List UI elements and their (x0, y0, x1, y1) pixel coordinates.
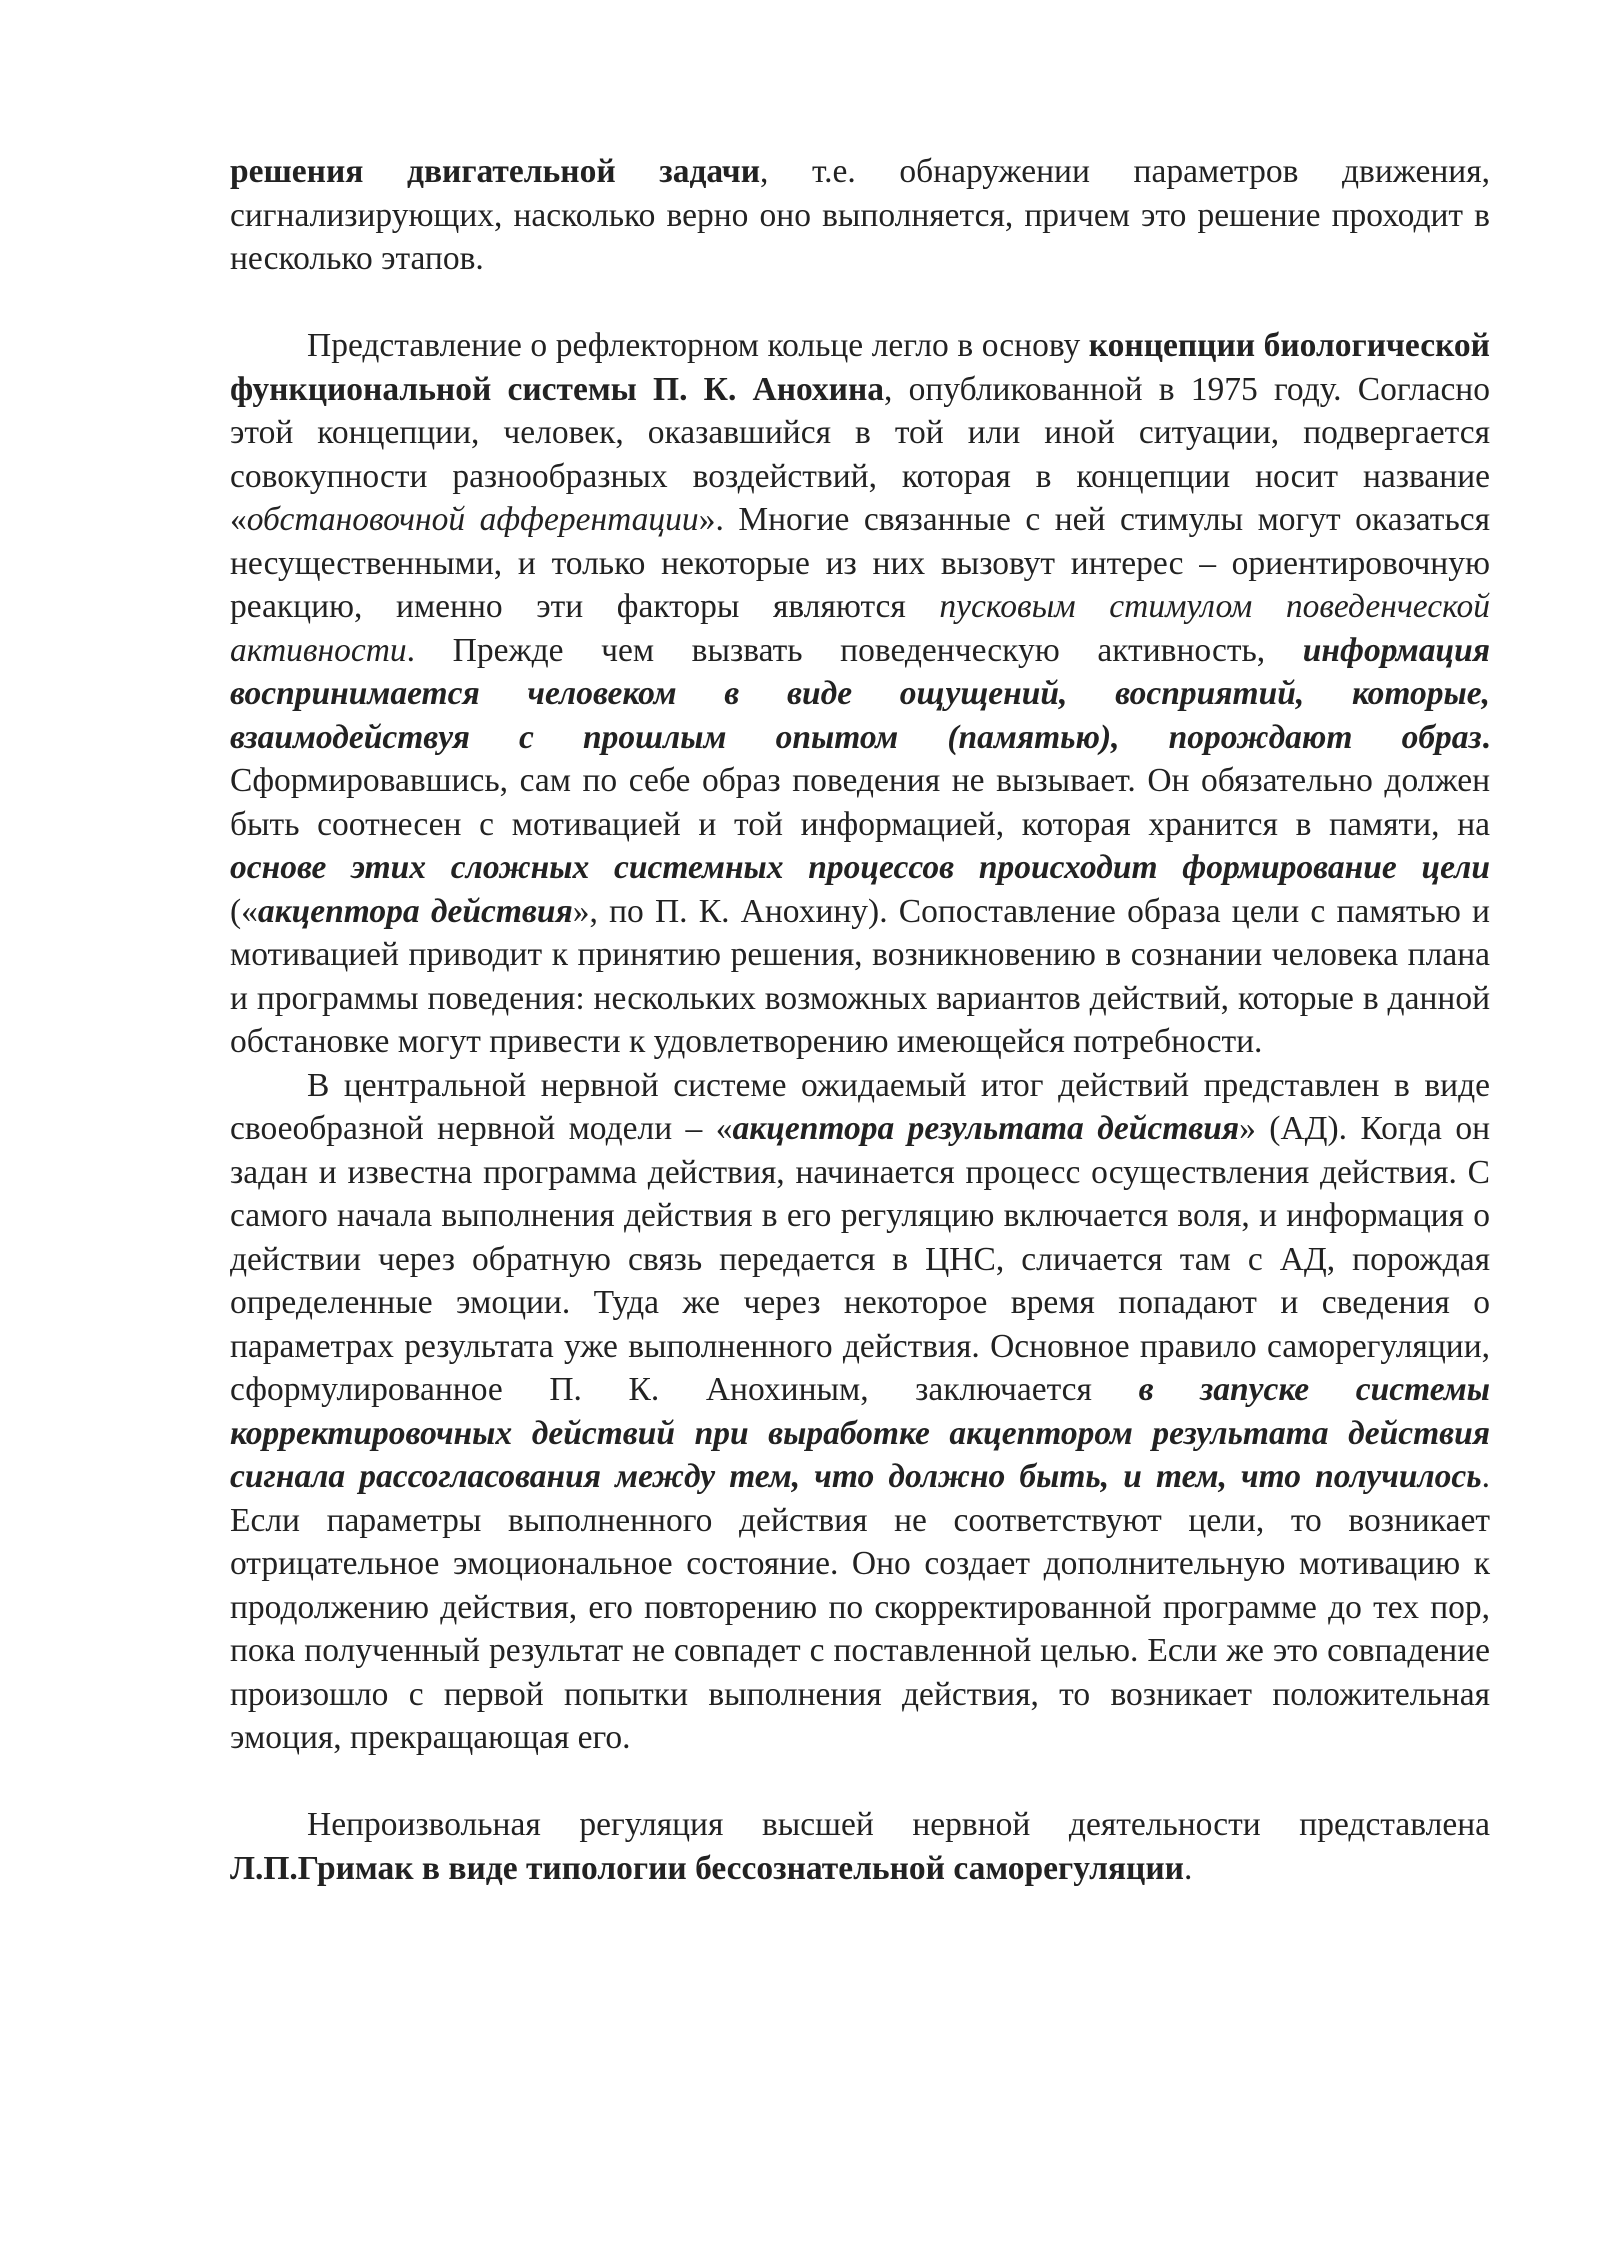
text-run: . Если параметры выполненного действия не соответствуют цели, то возникает отрицательное эмоциональное состояние. Оно создает дополнительную мотивацию к продолжению действия, его повторению по скорректированной программе до тех пор, пока полученный результат не совпадет с поставленной целью. Если же это совпадение произошло с первой попытки выполнения действия, то возникает положительная эмоция, прекращающая его. (230, 1458, 1490, 1756)
bold-term: Л.П.Гримак в виде типологии бессознательной саморегуляции (230, 1849, 1184, 1887)
text-run: , т.е. обнаружении параметров движения, сигнализирующих, насколько верно оно выполняется, причем это решение проходит в несколько этапов. (230, 153, 1490, 277)
text-run: » (АД). Когда он задан и известна программа действия, начинается процесс осуществления действия. С самого начала выполнения действия в его регуляцию включается воля, и информация о действии через обратную связь передается в ЦНС, сличается там с АД, порождая определенные эмоции. Туда же через некоторое время попадают и сведения о параметрах результата уже выполненного действия. Основное правило саморегуляции, сформулированное П. К. Анохиным, заключается (230, 1110, 1490, 1408)
paragraph-continuation (230, 150, 1490, 281)
text-run: (« (230, 892, 258, 930)
italic-term: пусковым стимулом поведенческой активности (230, 588, 1490, 669)
blank-line (230, 281, 1490, 325)
paragraph-involuntary-regulation (230, 1803, 1490, 1890)
blank-line (230, 1760, 1490, 1804)
bold-period: . (1481, 718, 1490, 756)
bold-italic-term: в запуске системы корректировочных действий при выработке акцептором результата действия сигнала рассогласования между тем, что должно быть, и тем, что получилось (230, 1371, 1491, 1495)
bold-italic-term: основе этих сложных системных процессов происходит формирование цели (230, 849, 1490, 886)
text-run: », по П. К. Анохину). Сопоставление образа цели с памятью и мотивацией приводит к принятию решения, возникновению в сознании человека плана и программы поведения: нескольких возможных вариантов действий, которые в данной обстановке могут привести к удовлетворению имеющейся потребности. (230, 892, 1490, 1060)
document-page (230, 150, 1490, 1890)
paragraph-anokhin-concept (230, 324, 1490, 1064)
text-run: ». Многие связанные с ней стимулы могут оказаться несущественными, и только некоторые из них вызовут интерес – ориентировочную реакцию, именно эти факторы являются (230, 501, 1490, 625)
bold-term: решения двигательной задачи (230, 153, 760, 190)
bold-italic-term: информация воспринимается человеком в виде ощущений, восприятий, которые, взаимодействуя с прошлым опытом (памятью), порождают образ (230, 631, 1490, 756)
bold-term: концепции биологической функциональной системы П. К. Анохина (230, 327, 1490, 408)
text-run: Представление о рефлекторном кольце легло в основу (307, 327, 1089, 364)
bold-italic-term: акцептора действия (257, 892, 573, 930)
text-run: . (1183, 1849, 1193, 1887)
text-run: Непроизвольная регуляция высшей нервной деятельности представлена (307, 1806, 1490, 1843)
text-run: , опубликованной в 1975 году. Согласно этой концепции, человек, оказавшийся в той или иной ситуации, подвергается совокупности разнообразных воздействий, которая в концепции носит название « (230, 370, 1490, 538)
paragraph-action-acceptor (230, 1064, 1490, 1760)
bold-italic-term: акцептора результата действия (732, 1110, 1240, 1147)
text-run: В центральной нервной системе ожидаемый итог действий представлен в виде своеобразной нервной модели – « (230, 1066, 1490, 1147)
text-run: . Прежде чем вызвать поведенческую активность, (406, 631, 1303, 669)
text-run: Сформировавшись, сам по себе образ поведения не вызывает. Он обязательно должен быть соотнесен с мотивацией и той информацией, которая хранится в памяти, на (230, 762, 1490, 843)
italic-term: обстановочной афферентации (246, 501, 699, 538)
